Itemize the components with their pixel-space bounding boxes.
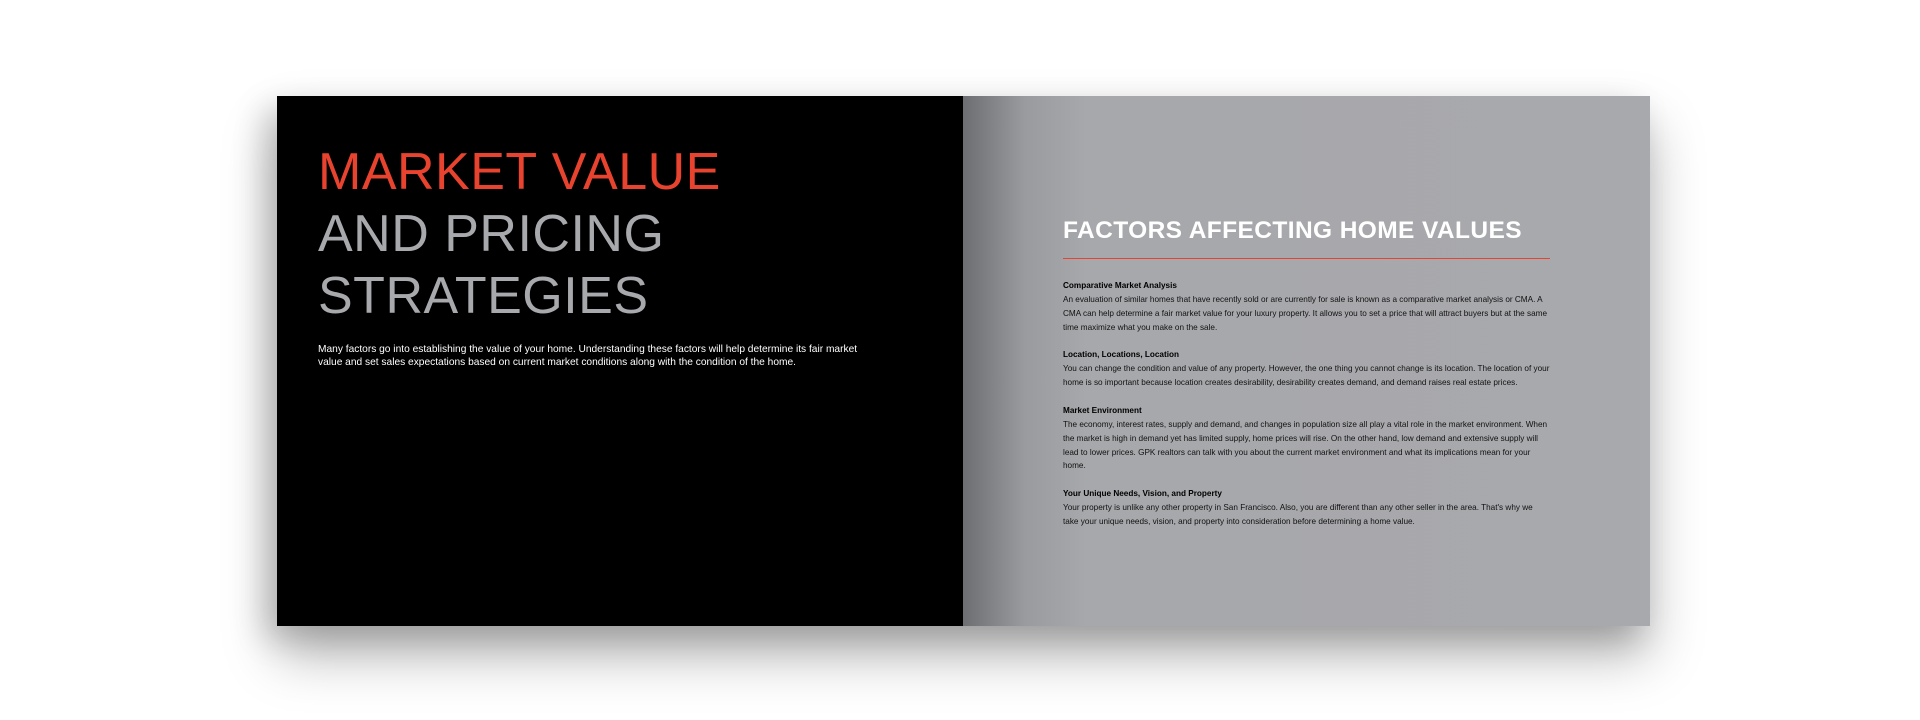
factor-comparative-market-analysis (1063, 279, 1550, 334)
factor-unique-needs (1063, 487, 1550, 529)
factors-list (1063, 279, 1550, 529)
factor-title: Comparative Market Analysis (1063, 281, 1177, 290)
title-line-1: MARKET VALUE (318, 143, 721, 201)
factor-title: Market Environment (1063, 405, 1142, 415)
factor-body: An evaluation of similar homes that have recently sold or are currently for sale is known as a comparative market analysis or CMA. A CMA can help determine a fair market value for your luxury property. It allows you to set a price that will attract buyers but at the same time maximize what you make on the sale. (1063, 295, 1548, 332)
heading-divider (1063, 258, 1550, 259)
brochure-spread (277, 96, 1650, 626)
factor-title: Your Unique Needs, Vision, and Property (1063, 489, 1222, 499)
factor-market-environment (1063, 404, 1550, 473)
page-title (318, 141, 923, 327)
factor-body: Your property is unlike any other property in San Francisco. Also, you are different than any other seller in the area. That's why we take your unique needs, vision, and property into consideration before determining a home value. (1063, 503, 1533, 526)
title-line-2: AND PRICING (318, 205, 665, 263)
section-heading: FACTORS AFFECTING HOME VALUES (1063, 217, 1522, 244)
left-page (277, 96, 963, 626)
factor-location (1063, 348, 1550, 390)
right-page (963, 96, 1650, 626)
factor-title: Location, Locations, Location (1063, 350, 1179, 360)
title-line-3: STRATEGIES (318, 267, 649, 325)
intro-paragraph: Many factors go into establishing the value of your home. Understanding these factors will help determine its fair market value and set sales expectations based on current market conditions along with the condition of the home. (318, 344, 858, 368)
factor-body: You can change the condition and value of any property. However, the one thing you cannot change is its location. The location of your home is so important because location creates desirability, desirability creates demand, and demand raises real estate prices. (1063, 364, 1550, 388)
factor-body: The economy, interest rates, supply and demand, and changes in population size all play a vital role in the market environment. When the market is high in demand yet has limited supply, home prices will rise. On the other hand, low demand and extensive supply will lead to lower prices. GPK realtors can talk with you about the current market environment and what its implications mean for your home. (1063, 419, 1548, 471)
